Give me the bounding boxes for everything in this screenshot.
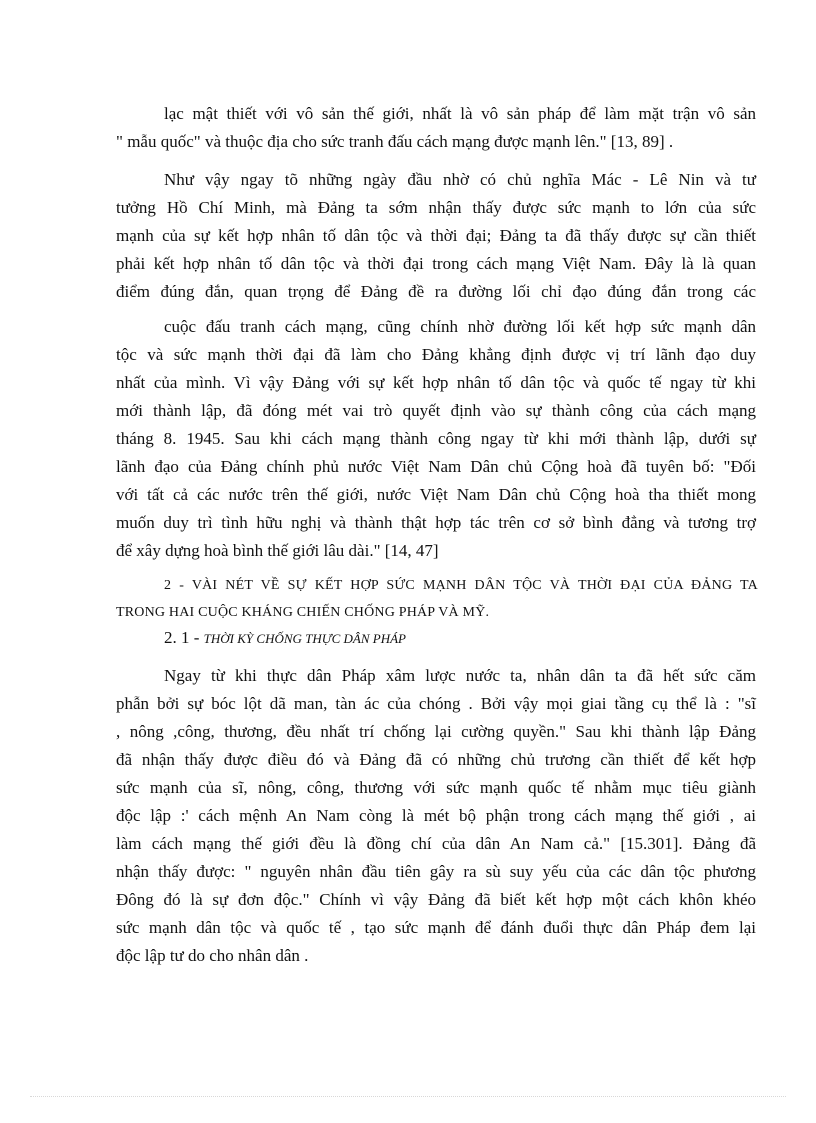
text-line: làm cách mạng thế giới đều là đồng chí của dân An Nam cả." [15.301]. Đảng đã	[116, 834, 756, 853]
text-line: mới thành lập, đã đóng mét vai trò quyết định vào sự thành công của cách mạng	[116, 401, 756, 420]
text-line: muốn duy trì tình hữu nghị và thành thật hợp tác trên cơ sở bình đẳng và tương trợ	[116, 513, 756, 532]
text-line: Đông đó là sự đơn độc." Chính vì vậy Đảng đã biết kết hợp một cách khôn khéo	[116, 890, 756, 909]
heading-title: THỜI KỲ CHỐNG THỰC DÂN PHÁP	[203, 631, 406, 646]
heading-line: 2 - VÀI NÉT VỀ SỰ KẾT HỢP SỨC MẠNH DÂN TỘC VÀ THỜI ĐẠI CỦA ĐẢNG TA	[164, 578, 758, 593]
text-line: cuộc đấu tranh cách mạng, cũng chính nhờ đường lối kết hợp sức mạnh dân	[164, 317, 756, 336]
text-line: sức mạnh của sĩ, nông, công, thương với sức mạnh quốc tế nhằm mục tiêu giành	[116, 778, 756, 797]
heading-number: 2. 1 -	[164, 628, 204, 647]
text-line: với tất cả các nước trên thế giới, nước Việt Nam Dân chủ Cộng hoà tha thiết mong	[116, 485, 756, 504]
text-line: phẫn bởi sự bóc lột dã man, tàn ác của chóng . Bởi vậy mọi giai tầng cụ thể là : "sĩ	[116, 694, 756, 713]
paragraph-continuation	[116, 100, 756, 156]
heading-line: TRONG HAI CUỘC KHÁNG CHIẾN CHỐNG PHÁP VÀ MỸ.	[116, 605, 490, 620]
text-line: " mẫu quốc" và thuộc địa cho sức tranh đấu cách mạng được mạnh lên." [13, 89] .	[116, 132, 674, 151]
section-heading-2-1	[164, 628, 406, 648]
text-line: độc lập :' cách mệnh An Nam còng là mét bộ phận trong cách mạng thế giới , ai	[116, 806, 756, 825]
text-line: tộc và sức mạnh thời đại đã làm cho Đảng khẳng định được vị trí lãnh đạo duy	[116, 345, 756, 364]
text-line: để xây dựng hoà bình thế giới lâu dài." [14, 47]	[116, 541, 439, 560]
text-line: nhất của mình. Vì vậy Đảng với sự kết hợp nhân tố dân tộc và quốc tế ngay từ khi	[116, 373, 756, 392]
section-heading-2	[116, 572, 758, 626]
paragraph-leadership	[116, 313, 756, 565]
text-line: sức mạnh dân tộc và quốc tế , tạo sức mạnh để đánh đuổi thực dân Pháp đem lại	[116, 918, 756, 937]
text-line: tưởng Hồ Chí Minh, mà Đảng ta sớm nhận thấy được sức mạnh to lớn của sức	[116, 198, 756, 217]
text-line: Ngay từ khi thực dân Pháp xâm lược nước ta, nhân dân ta đã hết sức căm	[164, 666, 756, 685]
text-line: , nông ,công, thương, đều nhất trí chống lại cường quyền." Sau khi thành lập Đảng	[116, 722, 756, 741]
page-bottom-divider	[30, 1096, 786, 1097]
text-line: phải kết hợp nhân tố dân tộc và thời đại trong cách mạng Việt Nam. Đây là là quan	[116, 254, 756, 273]
text-line: tháng 8. 1945. Sau khi cách mạng thành công ngay từ khi mới thành lập, dưới sự	[116, 429, 756, 448]
paragraph-anti-french	[116, 662, 756, 970]
text-line: nhận thấy được: " nguyên nhân đầu tiên gây ra sù suy yếu của các dân tộc phương	[116, 862, 756, 881]
text-line: mạnh của sự kết hợp nhân tố dân tộc và thời đại; Đảng ta đã thấy được sự cần thiết	[116, 226, 756, 245]
text-line: lạc mật thiết với vô sản thế giới, nhất là vô sản pháp để làm mặt trận vô sản	[164, 104, 756, 123]
text-line: đã nhận thấy được điều đó và Đảng đã có những chủ trương cần thiết để kết hợp	[116, 750, 756, 769]
paragraph-marxism	[116, 166, 756, 306]
text-line: độc lập tư do cho nhân dân .	[116, 946, 309, 965]
text-line: Như vậy ngay tõ những ngày đầu nhờ có chủ nghĩa Mác - Lê Nin và tư	[164, 170, 756, 189]
text-line: điểm đúng đắn, quan trọng để Đảng đề ra đường lối chỉ đạo đúng đắn trong các	[116, 282, 756, 301]
text-line: lãnh đạo của Đảng chính phủ nước Việt Nam Dân chủ Cộng hoà đã tuyên bố: "Đối	[116, 457, 756, 476]
